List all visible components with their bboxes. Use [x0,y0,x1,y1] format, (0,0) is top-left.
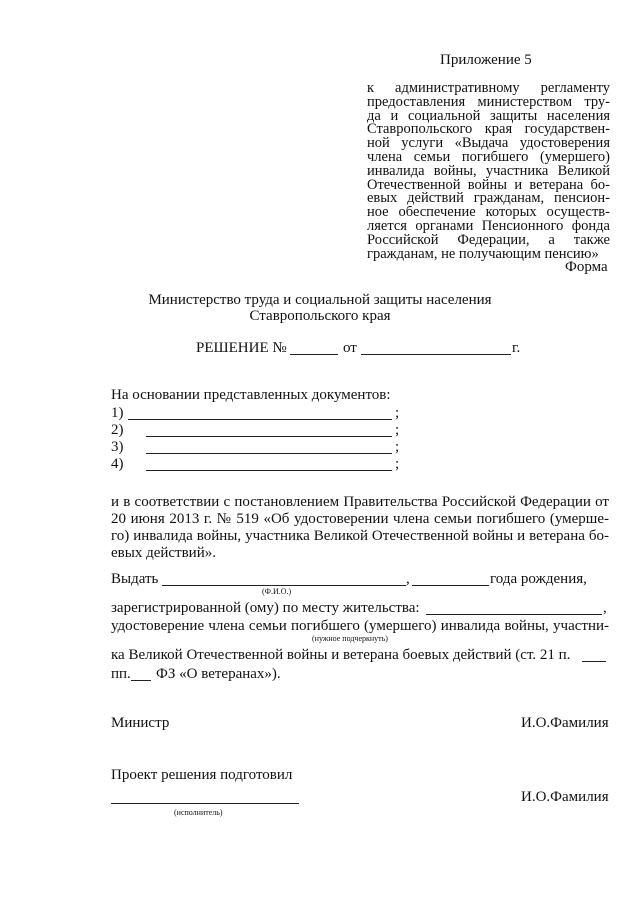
minister-name: И.О.Фамилия [521,715,609,731]
issue-comma: , [406,571,410,587]
decision-date-field[interactable] [361,354,511,355]
prepared-label: Проект решения подготовил [111,767,293,783]
annex-line: гражданам, не получающим пенсию» [367,247,599,262]
issue-label: Выдать [111,571,159,587]
annex-line: к административному регламенту [367,82,610,96]
issue-underline-hint: (нужное подчеркнуть) [312,634,388,643]
issue-registered-label: зарегистрированной (ому) по месту жительства: [111,600,420,616]
basis-item-terminator: ; [395,405,400,421]
annex-line: Отечественной войны и ветерана бо- [367,178,610,193]
annex-line: инвалида войны, участника Великой [367,164,610,179]
resolution-paragraph [111,494,609,562]
annex-line: Ставропольского края государствен- [367,123,610,138]
annex-line: евых действий гражданам, пенсион- [367,192,610,207]
basis-item-terminator: ; [395,439,400,455]
decision-from: от [343,340,357,356]
basis-item-number: 4) [111,456,124,472]
basis-item-field[interactable] [146,470,392,471]
annex-line: Российской Федерации, а также [367,233,610,248]
annex-line: да и социальной защиты населения [367,109,610,124]
annex-line: предоставления министерством тру- [367,95,610,110]
issue-law-line-start: пп. [111,666,131,682]
annex-text [367,82,610,261]
basis-item-number: 1) [111,405,124,421]
decision-prefix: РЕШЕНИЕ № [196,340,287,356]
issue-subpoint-field[interactable] [131,680,151,681]
basis-item-terminator: ; [395,422,400,438]
resolution-line: го) инвалида войны, участника Великой Отечественной войны и ветерана бо- [111,528,609,544]
issue-registered-end: , [603,600,607,616]
issue-birth-year-field[interactable] [412,585,489,586]
prepared-name: И.О.Фамилия [521,789,609,805]
resolution-line: евых действий». [111,545,216,561]
basis-item-number: 3) [111,439,124,455]
issue-article-point-field[interactable] [582,661,606,662]
basis-item-number: 2) [111,422,124,438]
resolution-line: и в соответствии с постановлением Правительства Российской Федерации от [111,494,609,510]
annex-line: ной услуги «Выдача удостоверения [367,137,610,151]
basis-item-field[interactable] [146,436,392,437]
annex-line: ляется органами Пенсионного фонда [367,219,610,234]
annex-line: ное обеспечение которых осуществ- [367,206,610,220]
ministry-title-line2: Ставропольского края [249,308,391,324]
resolution-line: 20 июня 2013 г. № 519 «Об удостоверении члена семьи погибшего (умерше- [111,511,609,527]
executor-signature-field[interactable] [111,803,299,804]
issue-certificate-line: удостоверение члена семьи погибшего (умершего) инвалида войны, участни- [111,618,609,634]
minister-label: Министр [111,715,170,731]
ministry-title-line1: Министерство труда и социальной защиты населения [148,292,492,308]
basis-item-field[interactable] [146,453,392,454]
issue-fio-hint: (Ф.И.О.) [262,587,292,596]
annex-line: члена семьи погибшего (умершего) [367,150,610,165]
issue-law-line-end: ФЗ «О ветеранах»). [156,666,281,682]
issue-war-line: ка Великой Отечественной войны и ветерана боевых действий (ст. 21 п. [111,647,571,663]
form-label: Форма [565,259,608,275]
basis-intro: На основании представленных документов: [111,387,391,403]
issue-fio-field[interactable] [162,585,406,586]
issue-birth-year-label: года рождения, [490,571,587,587]
decision-year-suffix: г. [512,340,521,356]
appendix-label: Приложение 5 [440,52,532,68]
decision-number-field[interactable] [290,354,338,355]
basis-item-field[interactable] [128,419,392,420]
basis-item-terminator: ; [395,456,400,472]
executor-hint: (исполнитель) [174,808,223,817]
issue-address-field[interactable] [426,614,602,615]
